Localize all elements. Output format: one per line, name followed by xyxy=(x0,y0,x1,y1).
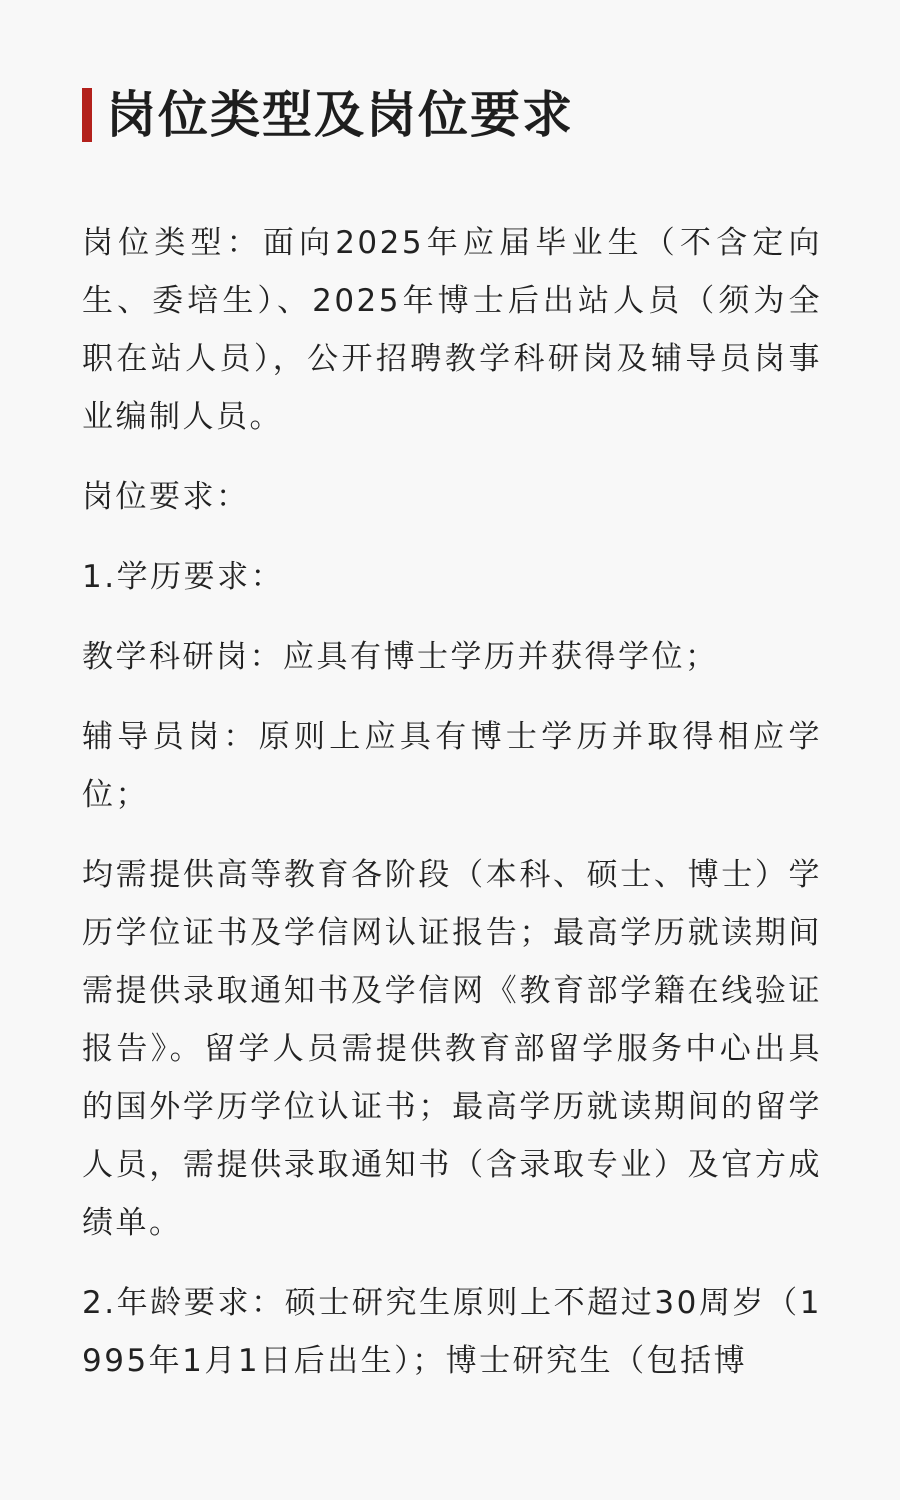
paragraph-certificates: 均需提供高等教育各阶段（本科、硕士、博士）学历学位证书及学信网认证报告；最高学历就读期间需提供录取通知书及学信网《教育部学籍在线验证报告》。留学人员需提供教育部留学服务中心出具的国外学历学位认证书；最高学历就读期间的留学人员，需提供录取通知书（含录取专业）及官方成绩单。 xyxy=(82,857,822,1241)
paragraph-position-type: 岗位类型：面向2025年应届毕业生（不含定向生、委培生）、2025年博士后出站人员（须为全职在站人员），公开招聘教学科研岗及辅导员岗事业编制人员。 xyxy=(82,225,822,435)
section-heading xyxy=(82,86,574,144)
paragraph-requirements-label: 岗位要求： xyxy=(82,479,250,515)
section-title: 岗位类型及岗位要求 xyxy=(106,86,574,144)
article-body xyxy=(82,214,822,1390)
paragraph-age-requirement: 2.年龄要求：硕士研究生原则上不超过30周岁（1995年1月1日后出生）；博士研究生（包括博 xyxy=(82,1285,822,1379)
heading-accent-bar xyxy=(82,88,92,142)
paragraph-teaching-research: 教学科研岗：应具有博士学历并获得学位； xyxy=(82,639,719,675)
paragraph-education-label: 1.学历要求： xyxy=(82,559,285,595)
paragraph-counselor: 辅导员岗：原则上应具有博士学历并取得相应学位； xyxy=(82,719,822,813)
